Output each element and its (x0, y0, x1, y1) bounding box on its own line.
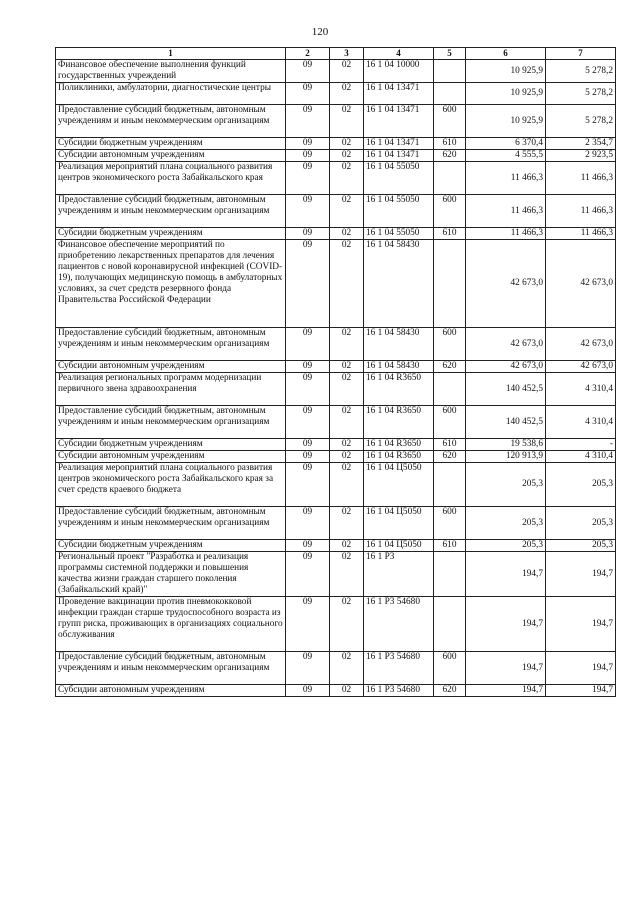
table-row (56, 105, 616, 138)
amount-cell-6: 6 370,4 (466, 138, 546, 150)
table-row (56, 150, 616, 162)
subsection-code-cell: 02 (330, 240, 364, 328)
expense-type-cell: 600 (434, 328, 466, 361)
table-row (56, 361, 616, 373)
target-article-cell: 16 1 04 58430 (364, 328, 434, 361)
amount-cell-6: 205,3 (466, 463, 546, 507)
table-row (56, 83, 616, 105)
target-article-cell: 16 1 04 R3650 (364, 406, 434, 439)
subsection-code-cell: 02 (330, 150, 364, 162)
table-row (56, 685, 616, 697)
section-code-cell: 09 (286, 552, 330, 597)
expense-type-cell (434, 597, 466, 652)
amount-cell-6: 10 925,9 (466, 60, 546, 83)
column-header: 2 (286, 48, 330, 60)
amount-cell-7: 2 923,5 (546, 150, 616, 162)
table-row (56, 552, 616, 597)
subsection-code-cell: 02 (330, 328, 364, 361)
section-code-cell: 09 (286, 328, 330, 361)
table-row (56, 195, 616, 228)
amount-cell-6: 194,7 (466, 597, 546, 652)
amount-cell-7: 11 466,3 (546, 228, 616, 240)
amount-cell-7: 205,3 (546, 507, 616, 540)
row-name-cell: Субсидии бюджетным учреждениям (56, 540, 286, 552)
subsection-code-cell: 02 (330, 361, 364, 373)
subsection-code-cell: 02 (330, 83, 364, 105)
target-article-cell: 16 1 04 58430 (364, 240, 434, 328)
amount-cell-6: 42 673,0 (466, 240, 546, 328)
subsection-code-cell: 02 (330, 652, 364, 685)
column-header: 3 (330, 48, 364, 60)
amount-cell-6: 11 466,3 (466, 162, 546, 195)
expense-type-cell (434, 162, 466, 195)
amount-cell-6: 10 925,9 (466, 105, 546, 138)
section-code-cell: 09 (286, 240, 330, 328)
expense-type-cell: 600 (434, 195, 466, 228)
section-code-cell: 09 (286, 463, 330, 507)
section-code-cell: 09 (286, 138, 330, 150)
row-name-cell: Реализация мероприятий плана социального развития центров экономического роста Забайкальского края за счет средств краевого бюджета (56, 463, 286, 507)
amount-cell-7: 5 278,2 (546, 60, 616, 83)
subsection-code-cell: 02 (330, 507, 364, 540)
amount-cell-7: 42 673,0 (546, 240, 616, 328)
target-article-cell: 16 1 04 R3650 (364, 373, 434, 406)
subsection-code-cell: 02 (330, 451, 364, 463)
row-name-cell: Финансовое обеспечение мероприятий по приобретению лекарственных препаратов для лечения пациентов с новой коронавирусной инфекцией (COVID-19), получающих медицинскую помощь в амбулаторных условиях, за счет средств резервного фонда Правительства Российской Федерации (56, 240, 286, 328)
expense-type-cell: 600 (434, 406, 466, 439)
amount-cell-6: 194,7 (466, 652, 546, 685)
amount-cell-6: 194,7 (466, 685, 546, 697)
section-code-cell: 09 (286, 228, 330, 240)
expense-type-cell (434, 240, 466, 328)
section-code-cell: 09 (286, 652, 330, 685)
amount-cell-6: 42 673,0 (466, 361, 546, 373)
subsection-code-cell: 02 (330, 60, 364, 83)
page-number: 120 (311, 26, 329, 38)
expense-type-cell: 600 (434, 507, 466, 540)
amount-cell-7: 4 310,4 (546, 406, 616, 439)
subsection-code-cell: 02 (330, 685, 364, 697)
section-code-cell: 09 (286, 540, 330, 552)
section-code-cell: 09 (286, 406, 330, 439)
amount-cell-6: 4 555,5 (466, 150, 546, 162)
amount-cell-6: 140 452,5 (466, 373, 546, 406)
subsection-code-cell: 02 (330, 105, 364, 138)
table-row (56, 507, 616, 540)
amount-cell-7: 11 466,3 (546, 162, 616, 195)
row-name-cell: Субсидии автономным учреждениям (56, 451, 286, 463)
table-row (56, 406, 616, 439)
expense-type-cell: 610 (434, 540, 466, 552)
row-name-cell: Региональный проект "Разработка и реализация программы системной поддержки и повышения качества жизни граждан старшего поколения (Забайкальский край)" (56, 552, 286, 597)
amount-cell-6: 11 466,3 (466, 228, 546, 240)
amount-cell-6: 194,7 (466, 552, 546, 597)
target-article-cell: 16 1 04 10000 (364, 60, 434, 83)
subsection-code-cell: 02 (330, 540, 364, 552)
section-code-cell: 09 (286, 451, 330, 463)
section-code-cell: 09 (286, 685, 330, 697)
table-row (56, 240, 616, 328)
expense-type-cell (434, 552, 466, 597)
amount-cell-7: 205,3 (546, 463, 616, 507)
section-code-cell: 09 (286, 439, 330, 451)
expense-type-cell: 600 (434, 105, 466, 138)
row-name-cell: Предоставление субсидий бюджетным, автономным учреждениям и иным некоммерческим организациям (56, 195, 286, 228)
expense-type-cell (434, 373, 466, 406)
column-header: 7 (546, 48, 616, 60)
expense-type-cell (434, 60, 466, 83)
target-article-cell: 16 1 P3 54680 (364, 685, 434, 697)
target-article-cell: 16 1 P3 (364, 552, 434, 597)
row-name-cell: Предоставление субсидий бюджетным, автономным учреждениям и иным некоммерческим организациям (56, 105, 286, 138)
table-row (56, 60, 616, 83)
section-code-cell: 09 (286, 83, 330, 105)
column-header: 4 (364, 48, 434, 60)
subsection-code-cell: 02 (330, 552, 364, 597)
expense-type-cell: 610 (434, 228, 466, 240)
subsection-code-cell: 02 (330, 597, 364, 652)
expense-type-cell: 620 (434, 361, 466, 373)
column-header: 5 (434, 48, 466, 60)
column-header: 6 (466, 48, 546, 60)
amount-cell-7: 2 354,7 (546, 138, 616, 150)
expense-type-cell (434, 83, 466, 105)
target-article-cell: 16 1 04 58430 (364, 361, 434, 373)
expense-type-cell: 610 (434, 439, 466, 451)
table-row (56, 373, 616, 406)
table-row (56, 463, 616, 507)
amount-cell-6: 140 452,5 (466, 406, 546, 439)
section-code-cell: 09 (286, 195, 330, 228)
section-code-cell: 09 (286, 507, 330, 540)
row-name-cell: Реализация региональных программ модернизации первичного звена здравоохранения (56, 373, 286, 406)
header-row (56, 48, 616, 60)
table-row (56, 138, 616, 150)
expense-type-cell: 600 (434, 652, 466, 685)
amount-cell-7: 4 310,4 (546, 373, 616, 406)
amount-cell-6: 205,3 (466, 540, 546, 552)
amount-cell-7: 205,3 (546, 540, 616, 552)
target-article-cell: 16 1 04 R3650 (364, 439, 434, 451)
target-article-cell: 16 1 04 55050 (364, 228, 434, 240)
amount-cell-7: 4 310,4 (546, 451, 616, 463)
amount-cell-7: 194,7 (546, 597, 616, 652)
subsection-code-cell: 02 (330, 463, 364, 507)
section-code-cell: 09 (286, 105, 330, 138)
subsection-code-cell: 02 (330, 373, 364, 406)
subsection-code-cell: 02 (330, 439, 364, 451)
row-name-cell: Субсидии бюджетным учреждениям (56, 138, 286, 150)
column-header: 1 (56, 48, 286, 60)
target-article-cell: 16 1 04 Ц5050 (364, 507, 434, 540)
target-article-cell: 16 1 04 55050 (364, 162, 434, 195)
row-name-cell: Субсидии бюджетным учреждениям (56, 439, 286, 451)
subsection-code-cell: 02 (330, 195, 364, 228)
row-name-cell: Проведение вакцинации против пневмококковой инфекции граждан старше трудоспособного возраста из групп риска, проживающих в организациях социального обслуживания (56, 597, 286, 652)
amount-cell-6: 10 925,9 (466, 83, 546, 105)
section-code-cell: 09 (286, 60, 330, 83)
expense-type-cell: 610 (434, 138, 466, 150)
row-name-cell: Поликлиники, амбулатории, диагностические центры (56, 83, 286, 105)
amount-cell-7: 194,7 (546, 552, 616, 597)
table-row (56, 328, 616, 361)
amount-cell-7: - (546, 439, 616, 451)
subsection-code-cell: 02 (330, 406, 364, 439)
amount-cell-7: 11 466,3 (546, 195, 616, 228)
expense-type-cell: 620 (434, 685, 466, 697)
amount-cell-7: 194,7 (546, 685, 616, 697)
target-article-cell: 16 1 04 13471 (364, 105, 434, 138)
section-code-cell: 09 (286, 597, 330, 652)
amount-cell-7: 5 278,2 (546, 105, 616, 138)
section-code-cell: 09 (286, 373, 330, 406)
target-article-cell: 16 1 P3 54680 (364, 652, 434, 685)
row-name-cell: Предоставление субсидий бюджетным, автономным учреждениям и иным некоммерческим организациям (56, 652, 286, 685)
row-name-cell: Финансовое обеспечение выполнения функций государственных учреждений (56, 60, 286, 83)
table-row (56, 228, 616, 240)
table-row (56, 540, 616, 552)
amount-cell-6: 42 673,0 (466, 328, 546, 361)
amount-cell-7: 5 278,2 (546, 83, 616, 105)
row-name-cell: Субсидии автономным учреждениям (56, 685, 286, 697)
table-row (56, 451, 616, 463)
amount-cell-7: 42 673,0 (546, 361, 616, 373)
table-row (56, 652, 616, 685)
amount-cell-7: 194,7 (546, 652, 616, 685)
section-code-cell: 09 (286, 162, 330, 195)
target-article-cell: 16 1 04 Ц5050 (364, 463, 434, 507)
expense-type-cell (434, 463, 466, 507)
subsection-code-cell: 02 (330, 138, 364, 150)
table-row (56, 439, 616, 451)
amount-cell-6: 11 466,3 (466, 195, 546, 228)
section-code-cell: 09 (286, 361, 330, 373)
row-name-cell: Субсидии автономным учреждениям (56, 361, 286, 373)
section-code-cell: 09 (286, 150, 330, 162)
row-name-cell: Субсидии бюджетным учреждениям (56, 228, 286, 240)
expense-type-cell: 620 (434, 150, 466, 162)
target-article-cell: 16 1 P3 54680 (364, 597, 434, 652)
table-row (56, 162, 616, 195)
target-article-cell: 16 1 04 13471 (364, 138, 434, 150)
row-name-cell: Предоставление субсидий бюджетным, автономным учреждениям и иным некоммерческим организациям (56, 507, 286, 540)
row-name-cell: Предоставление субсидий бюджетным, автономным учреждениям и иным некоммерческим организациям (56, 406, 286, 439)
amount-cell-6: 120 913,9 (466, 451, 546, 463)
amount-cell-6: 205,3 (466, 507, 546, 540)
target-article-cell: 16 1 04 R3650 (364, 451, 434, 463)
subsection-code-cell: 02 (330, 228, 364, 240)
target-article-cell: 16 1 04 13471 (364, 83, 434, 105)
row-name-cell: Предоставление субсидий бюджетным, автономным учреждениям и иным некоммерческим организациям (56, 328, 286, 361)
subsection-code-cell: 02 (330, 162, 364, 195)
amount-cell-6: 19 538,6 (466, 439, 546, 451)
row-name-cell: Реализация мероприятий плана социального развития центров экономического роста Забайкальского края (56, 162, 286, 195)
amount-cell-7: 42 673,0 (546, 328, 616, 361)
target-article-cell: 16 1 04 55050 (364, 195, 434, 228)
target-article-cell: 16 1 04 Ц5050 (364, 540, 434, 552)
expense-type-cell: 620 (434, 451, 466, 463)
budget-table (55, 47, 616, 697)
target-article-cell: 16 1 04 13471 (364, 150, 434, 162)
row-name-cell: Субсидии автономным учреждениям (56, 150, 286, 162)
table-row (56, 597, 616, 652)
